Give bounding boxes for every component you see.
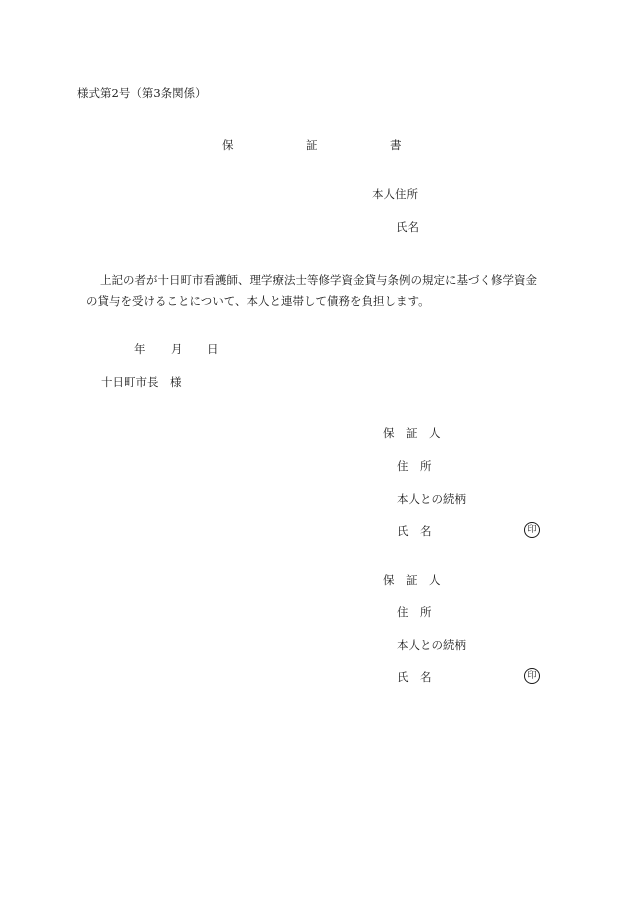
guarantor-heading: 保 証 人 bbox=[383, 426, 441, 440]
guarantor-relation-label: 本人との続柄 bbox=[397, 638, 466, 652]
statement-line-1: 上記の者が十日町市看護師、理学療法士等修学資金貸与条例の規定に基づく修学資金 bbox=[100, 273, 537, 287]
addressee: 十日町市長 様 bbox=[101, 375, 182, 389]
guarantee-statement bbox=[86, 270, 556, 312]
guarantor-address-label: 住 所 bbox=[397, 459, 432, 473]
title-char-3: 書 bbox=[390, 138, 402, 152]
date-day: 日 bbox=[207, 342, 219, 356]
statement-line-2: の貸与を受けることについて、本人と連帯して債務を負担します。 bbox=[86, 294, 430, 308]
seal-mark-icon: 印 bbox=[524, 522, 540, 538]
seal-mark-icon: 印 bbox=[524, 668, 540, 684]
guarantor-address-label: 住 所 bbox=[397, 605, 432, 619]
title-char-1: 保 bbox=[222, 138, 234, 152]
title-char-2: 証 bbox=[306, 138, 318, 152]
applicant-name-label: 氏名 bbox=[396, 220, 419, 234]
guarantor-relation-label: 本人との続柄 bbox=[397, 492, 466, 506]
date-month: 月 bbox=[171, 342, 183, 356]
applicant-address-label: 本人住所 bbox=[372, 187, 418, 201]
guarantor-name-label: 氏 名 bbox=[397, 670, 432, 684]
guarantor-name-label: 氏 名 bbox=[397, 524, 432, 538]
form-number: 様式第2号（第3条関係） bbox=[77, 86, 207, 100]
date-year: 年 bbox=[134, 342, 146, 356]
guarantor-heading: 保 証 人 bbox=[383, 573, 441, 587]
